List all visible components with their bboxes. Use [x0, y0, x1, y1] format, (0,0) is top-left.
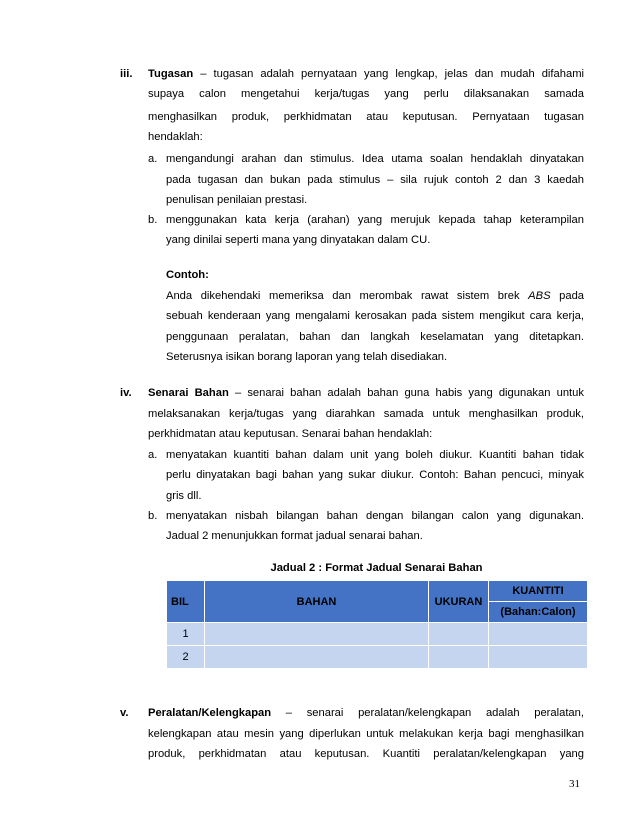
- section-v-line-3: produk, perkhidmatan atau keputusan. Kuantiti peralatan/kelengkapan yang: [148, 748, 584, 760]
- table-header-row: [167, 581, 588, 602]
- row-2-bahan: [205, 646, 429, 669]
- section-v-marker: v.: [120, 707, 129, 719]
- section-iii-line-4: hendaklah:: [148, 131, 203, 143]
- example-line-1-post: pada: [559, 290, 585, 302]
- example-abs-term: ABS: [528, 290, 551, 302]
- section-v-text-1: – senarai peralatan/kelengkapan adalah peralatan,: [271, 707, 584, 719]
- section-iv-line-3: perkhidmatan atau keputusan. Senarai bahan hendaklah:: [148, 428, 433, 440]
- section-iii-b-line-1: menggunakan kata kerja (arahan) yang merujuk kepada tahap keterampilan: [166, 214, 584, 226]
- section-iii-text-1: – tugasan adalah pernyataan yang lengkap, jelas dan mudah difahami: [193, 68, 584, 80]
- section-iv-a-line-1: menyatakan kuantiti bahan dalam unit yang boleh diukur. Kuantiti bahan tidak: [166, 449, 584, 461]
- section-iv-a-line-3: gris dll.: [166, 490, 202, 502]
- example-line-1: [166, 289, 584, 303]
- section-iv-b-line-2: Jadual 2 menunjukkan format jadual senarai bahan.: [166, 530, 423, 542]
- section-iii-line-2: supaya calon mengetahui kerja/tugas yang perlu dilaksanakan samada: [148, 88, 584, 100]
- header-bil: BIL: [167, 581, 205, 623]
- header-kuantiti: KUANTITI: [489, 581, 588, 602]
- row-2-bil: 2: [167, 646, 205, 669]
- section-iii-a-line-2: pada tugasan dan bukan pada stimulus – sila rujuk contoh 2 dan 3 kaedah: [166, 174, 584, 186]
- example-line-3: penggunaan peralatan, bahan dan langkah keselamatan yang ditetapkan.: [166, 331, 584, 343]
- example-line-1-pre: Anda dikehendaki memeriksa dan merombak rawat sistem brek: [166, 290, 520, 302]
- section-iv-line-1: [148, 386, 584, 400]
- header-ukuran: UKURAN: [429, 581, 489, 623]
- header-bahan: BAHAN: [205, 581, 429, 623]
- section-iv-line-2: melaksanakan kerja/tugas yang diarahkan samada untuk menghasilkan produk,: [148, 408, 584, 420]
- row-2-kuantiti: [489, 646, 588, 669]
- row-2-ukuran: [429, 646, 489, 669]
- section-v-heading: Peralatan/Kelengkapan: [148, 707, 272, 719]
- section-v-line-2: kelengkapan atau mesin yang diperlukan untuk melakukan kerja bagi menghasilkan: [148, 728, 584, 740]
- example-heading: Contoh:: [166, 269, 209, 281]
- example-line-4: Seterusnya isikan borang laporan yang telah disediakan.: [166, 351, 448, 363]
- section-iii-b-line-2: yang dinilai seperti mana yang dinyatakan dalam CU.: [166, 234, 431, 246]
- section-iv-a-line-2: perlu dinyatakan bagi bahan yang sukar diukur. Contoh: Bahan pencuci, minyak: [166, 469, 584, 481]
- section-iii-line-3: menghasilkan produk, perkhidmatan atau keputusan. Pernyataan tugasan: [148, 111, 584, 123]
- section-iii-marker: iii.: [120, 68, 133, 80]
- section-iii-a-line-3: penulisan penilaian prestasi.: [166, 194, 308, 206]
- section-iii-line-1: [148, 67, 584, 81]
- section-iv-heading: Senarai Bahan: [148, 387, 229, 399]
- section-v-line-1: [148, 706, 584, 720]
- row-1-bahan: [205, 623, 429, 646]
- header-kuantiti-sub: (Bahan:Calon): [489, 602, 588, 623]
- section-iii-heading: Tugasan: [148, 68, 194, 80]
- section-iv-text-1: – senarai bahan adalah bahan guna habis yang digunakan untuk: [228, 387, 584, 399]
- page-number: 31: [569, 778, 580, 790]
- row-1-ukuran: [429, 623, 489, 646]
- materials-table: [166, 580, 588, 669]
- row-1-bil: 1: [167, 623, 205, 646]
- example-line-2: sebuah kenderaan yang mengalami kerosakan pada sistem mengikut cara kerja,: [166, 310, 584, 322]
- row-1-kuantiti: [489, 623, 588, 646]
- section-iii-a-line-1: mengandungi arahan dan stimulus. Idea utama soalan hendaklah dinyatakan: [166, 153, 584, 165]
- table-caption: Jadual 2 : Format Jadual Senarai Bahan: [270, 562, 483, 574]
- section-iv-a-marker: a.: [148, 449, 158, 461]
- table-row: [167, 646, 588, 669]
- section-iv-marker: iv.: [120, 387, 132, 399]
- section-iii-b-marker: b.: [148, 214, 158, 226]
- table-row: [167, 623, 588, 646]
- section-iv-b-line-1: menyatakan nisbah bilangan bahan dengan bilangan calon yang digunakan.: [166, 510, 584, 522]
- section-iii-a-marker: a.: [148, 153, 158, 165]
- section-iv-b-marker: b.: [148, 510, 158, 522]
